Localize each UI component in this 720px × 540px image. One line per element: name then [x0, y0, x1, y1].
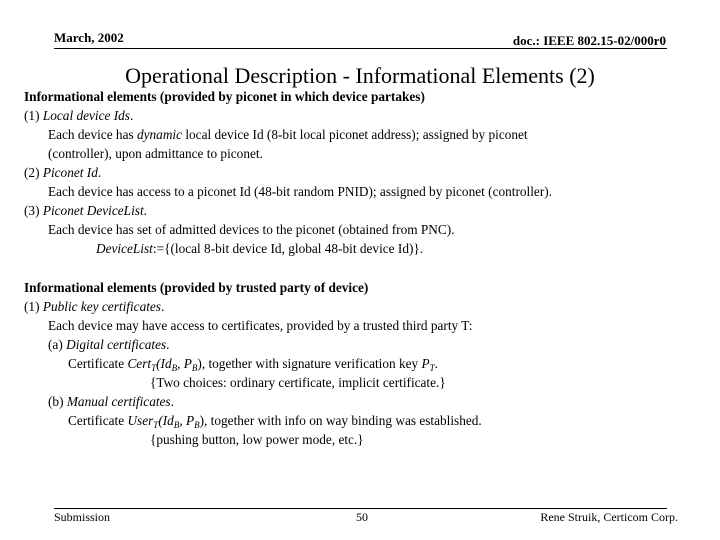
manual-certificate-examples: {pushing button, low power mode, etc.}	[150, 432, 364, 447]
verification-key: $P_T$	[421, 356, 435, 373]
slide-title: Operational Description - Informational Elements (2)	[125, 62, 595, 88]
item-name: Piconet Id	[42, 165, 98, 180]
manual-certificate-line: Certificate $User_T(Id_B$, $P_B$), together with info on way binding was established.	[68, 413, 482, 430]
cert-formula: $Cert_T(Id_B$, $P_B$	[127, 356, 198, 373]
dynamic-emphasis: dynamic	[136, 127, 183, 142]
section-2-heading: Informational elements (provided by trusted party of device)	[24, 280, 369, 295]
item-number: (1)	[24, 108, 43, 123]
sub-item-name: Manual certificates	[66, 394, 171, 409]
header-date: March, 2002	[54, 30, 124, 45]
section-1-item-1-line-2: (controller), upon admittance to piconet.	[48, 146, 263, 161]
sub-item-b: (b) Manual certificates.	[48, 394, 174, 409]
cert-formula: $User_T(Id_B$, $P_B$	[127, 413, 200, 430]
sub-item-name: Digital certificates	[66, 337, 167, 352]
section-1-item-2-line-1: Each device has access to a piconet Id (48-bit random PNID); assigned by piconet (controller).	[48, 184, 553, 199]
item-name: Public key certificates	[42, 299, 161, 314]
digital-certificate-line: Certificate $Cert_T(Id_B$, $P_B$), together with signature verification key $P_T$.	[68, 356, 438, 373]
header-rule	[54, 48, 667, 49]
section-1-item-1-line-1: Each device has dynamic local device Id (8-bit local piconet address); assigned by piconet	[48, 127, 528, 142]
item-period: .	[129, 108, 134, 123]
section-1-item-3-line-1: Each device has set of admitted devices to the piconet (obtained from PNC).	[48, 222, 455, 237]
devicelist-term: DeviceList	[96, 241, 153, 256]
footer-page-number: 50	[356, 510, 368, 524]
header-doc-id: doc.: IEEE 802.15-02/000r0	[512, 33, 666, 48]
section-2-item-1: (1) Public key certificates.	[24, 299, 165, 314]
footer-author: Rene Struik, Certicom Corp.	[540, 510, 678, 524]
item-name: Piconet DeviceList	[42, 203, 144, 218]
section-1-item-2: (2) Piconet Id.	[24, 165, 102, 180]
section-1-item-1	[24, 108, 133, 124]
section-1-heading: Informational elements (provided by piconet in which device partakes)	[24, 89, 425, 104]
footer-submission: Submission	[54, 510, 111, 524]
item-name: Local device Ids	[42, 108, 130, 123]
digital-certificate-choices: {Two choices: ordinary certificate, implicit certificate.}	[150, 375, 446, 390]
sub-item-a: (a) Digital certificates.	[48, 337, 170, 352]
section-1-item-3: (3) Piconet DeviceList.	[24, 203, 147, 218]
devicelist-definition: DeviceList:={(local 8-bit device Id, global 48-bit device Id)}.	[96, 241, 424, 256]
section-2-item-1-line-1: Each device may have access to certificates, provided by a trusted third party T:	[48, 318, 473, 333]
footer-rule	[54, 508, 667, 509]
